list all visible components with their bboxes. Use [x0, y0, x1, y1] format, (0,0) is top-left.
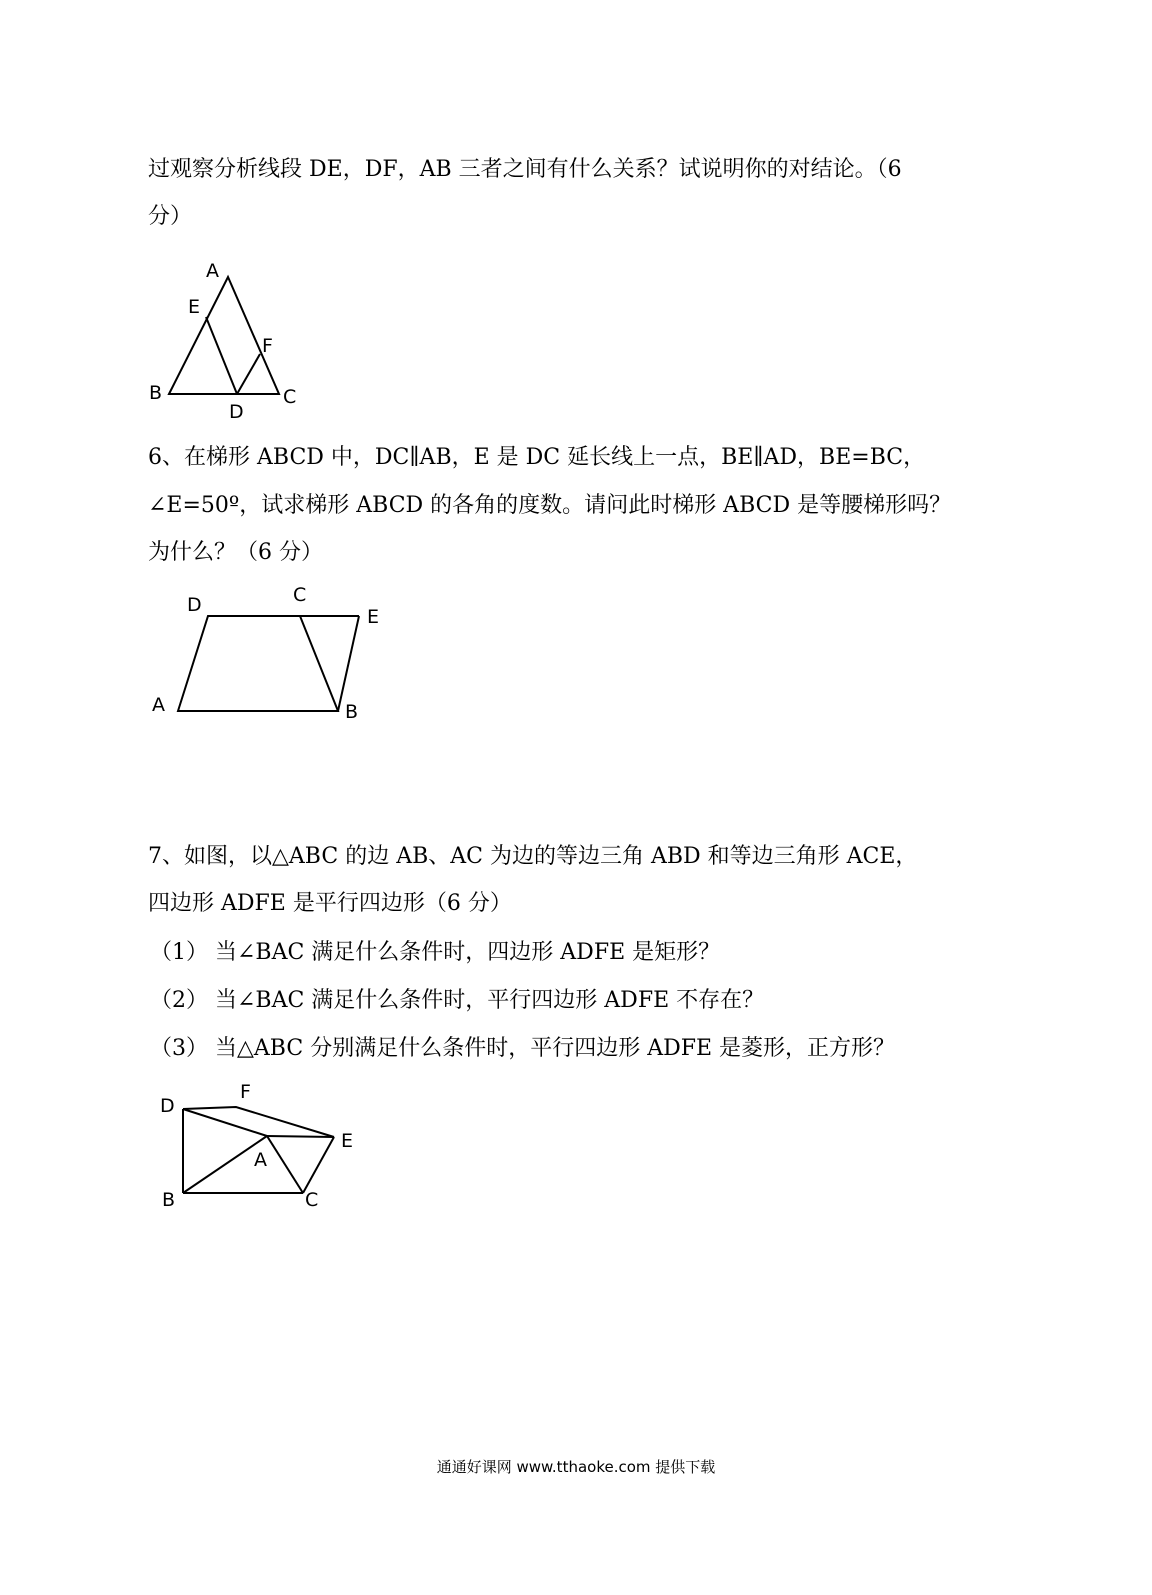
question-7-text-line-2: 四边形 ADFE 是平行四边形（6 分） [148, 891, 512, 916]
label-e: E [188, 296, 201, 318]
question-5-text-line-2: 分） [148, 204, 193, 229]
question-5-text-line-1: 过观察分析线段 DE，DF，AB 三者之间有什么关系？试说明你的对结论。（6 [148, 157, 902, 182]
label-a: A [254, 1149, 267, 1171]
question-7-part-1: （1） 当∠BAC 满足什么条件时，四边形 ADFE 是矩形？ [150, 940, 721, 965]
figure-triangle-abc [140, 255, 320, 425]
label-c: C [305, 1189, 319, 1211]
label-f: F [262, 335, 273, 357]
question-6-text-line-1: 6、在梯形 ABCD 中，DC∥AB，E 是 DC 延长线上一点，BE∥AD，BE=BC， [148, 445, 926, 470]
segment-df [237, 354, 260, 394]
label-d: D [160, 1095, 175, 1117]
label-d: D [229, 401, 244, 423]
question-6-text-line-2: ∠E=50º，试求梯形 ABCD 的各角的度数。请问此时梯形 ABCD 是等腰梯形吗？ [148, 493, 952, 518]
question-7-part-3: （3） 当△ABC 分别满足什么条件时，平行四边形 ADFE 是菱形，正方形？ [150, 1036, 896, 1061]
segment-ae [267, 1136, 334, 1137]
label-b: B [149, 382, 163, 404]
label-e: E [341, 1130, 354, 1152]
segment-ce [303, 1137, 334, 1193]
question-7-text-line-1: 7、如图，以△ABC 的边 AB、AC 为边的等边三角 ABD 和等边三角形 ACE， [148, 844, 918, 869]
segment-ac [267, 1136, 303, 1193]
label-a: A [152, 694, 165, 716]
segment-ed [206, 317, 237, 394]
label-b: B [162, 1189, 176, 1211]
label-c: C [293, 584, 307, 606]
footer-source: 通通好课网 www.tthaoke.com 提供下载 [436, 1458, 716, 1476]
label-d: D [187, 594, 202, 616]
figure-parallelogram-adfe [150, 1075, 370, 1220]
label-b: B [345, 701, 359, 723]
trapezoid-abcd [178, 616, 338, 711]
figure-trapezoid-abcd [140, 580, 400, 730]
label-a: A [206, 260, 219, 282]
segment-eb [338, 616, 359, 711]
label-c: C [283, 386, 297, 408]
question-6-text-line-3: 为什么？（6 分） [148, 540, 323, 565]
question-7-part-2: （2） 当∠BAC 满足什么条件时，平行四边形 ADFE 不存在？ [150, 988, 765, 1013]
label-e: E [367, 606, 380, 628]
label-f: F [240, 1081, 251, 1103]
